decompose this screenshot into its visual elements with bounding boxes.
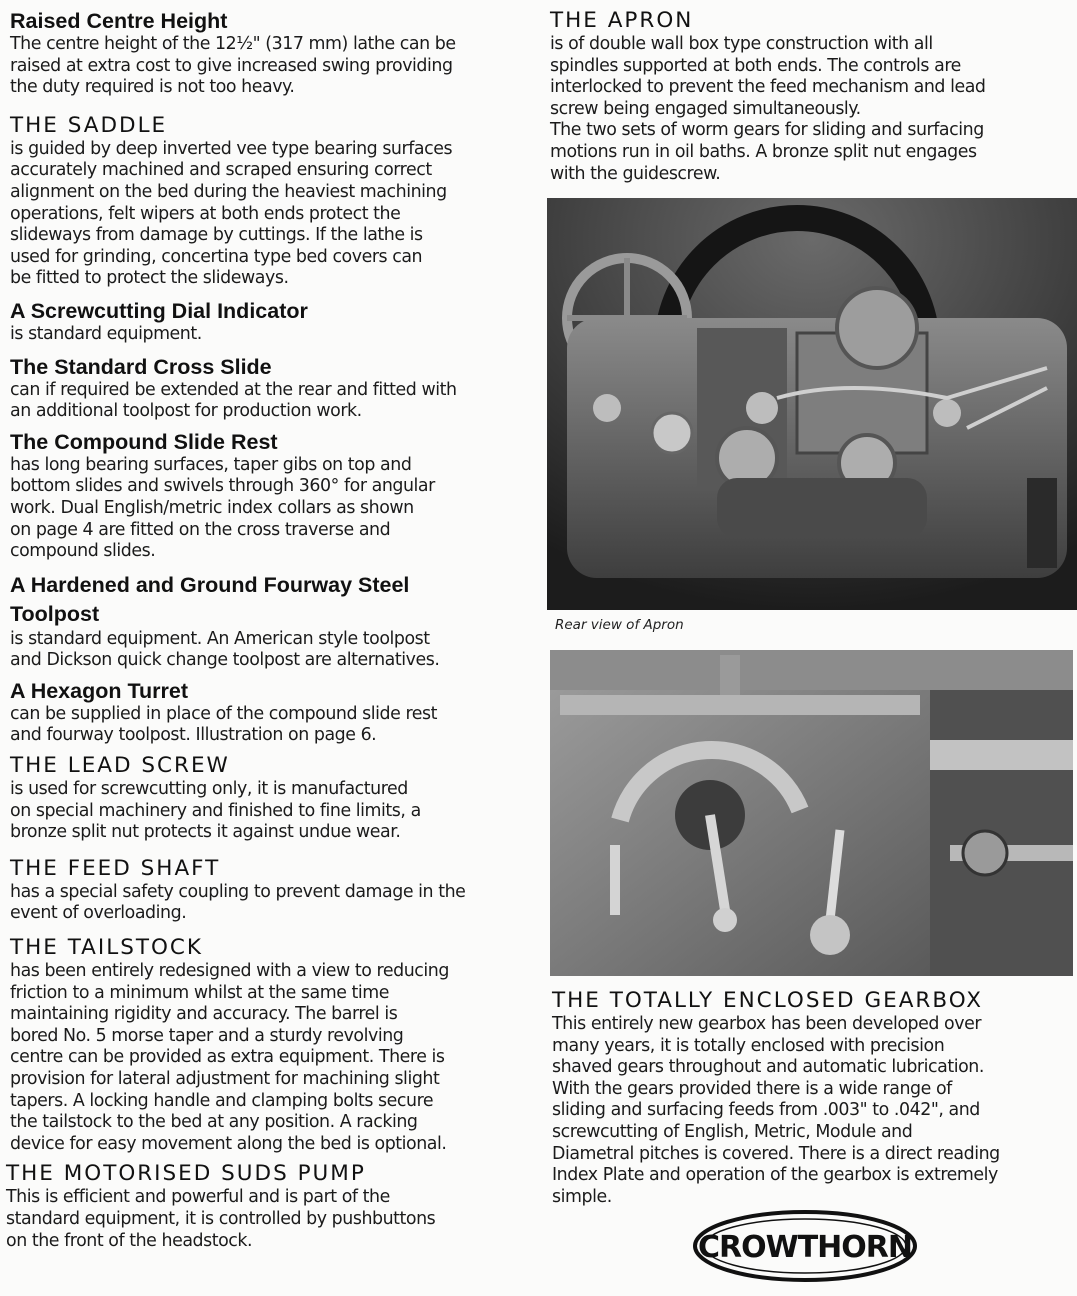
crowthorn-logo (690, 1208, 920, 1284)
section-body: has been entirely redesigned with a view to reducing friction to a minimum whilst at the same time maintaining rigidity and accuracy. The barrel is bored No. 5 morse taper and a sturdy revolving centre can be provided as extra equipment. There is provision for lateral adjustment for machining slight tapers. A locking handle and clamping bolts secure the tailstock to the bed at any position. A racking device for easy movement along the bed is optional. (10, 961, 449, 1154)
section-body: is standard equipment. An American style toolpost and Dickson quick change toolpost are alternatives. (10, 628, 440, 671)
apron-illustration (547, 198, 1077, 610)
section-body: has long bearing surfaces, taper gibs on top and bottom slides and swivels through 360° for angular work. Dual English/metric index collars as shown on page 4 are fitted on the cross traverse and compound slides. (10, 454, 435, 562)
section-heading: THE LEAD SCREW (10, 753, 230, 779)
apron-rear-photo (547, 198, 1077, 610)
section-heading: THE FEED SHAFT (10, 855, 221, 881)
section-heading: THE APRON (550, 8, 694, 33)
section-heading: THE SADDLE (10, 112, 168, 138)
logo-emblem (690, 1208, 920, 1284)
section-body: is used for screwcutting only, it is manufactured on special machinery and finished to fine limits, a bronze split nut protects it against undue wear. (10, 779, 421, 843)
section-body: is of double wall box type construction with all spindles supported at both ends. The controls are interlocked to prevent the feed mechanism and lead screw being engaged simultaneously. The two sets of worm gears for sliding and surfacing motions run in oil baths. A bronze split nut engages with the guidescrew. (550, 34, 986, 184)
section-body: is standard equipment. (10, 323, 202, 344)
section-standard-cross-slide (10, 354, 540, 423)
section-heading: A Screwcutting Dial Indicator (10, 298, 308, 323)
section-body: This is efficient and powerful and is part of the standard equipment, it is controlled by pushbuttons on the front of the headstock. (6, 1187, 436, 1251)
gearbox-section (552, 988, 1072, 1208)
gearbox-photo (550, 650, 1073, 976)
section-heading: A Hexagon Turret (10, 678, 188, 703)
section-heading: The Compound Slide Rest (10, 429, 278, 454)
section-body: has a special safety coupling to prevent damage in the event of overloading. (10, 881, 466, 924)
section-screwcutting-dial (10, 298, 540, 346)
section-fourway-toolpost (10, 571, 540, 672)
gearbox-illustration (550, 650, 1073, 976)
apron-section (550, 8, 1070, 185)
section-body: This entirely new gearbox has been developed over many years, it is totally enclosed with precision shaved gears throughout and automatic lubrication. With the gears provided there is a wide range of sliding and surfacing feeds from .003" to .042", and screwcutting of English, Metric, Module and Diametral pitches is covered. There is a direct reading Index Plate and operation of the gearbox is extremely simple. (552, 1014, 1000, 1207)
section-heading: A Hardened and Ground Fourway Steel Toolpost (10, 572, 410, 626)
section-body: can if required be extended at the rear and fitted with an additional toolpost for production work. (10, 379, 457, 422)
section-heading: THE TAILSTOCK (10, 935, 204, 961)
section-hexagon-turret (10, 678, 540, 747)
section-heading: THE TOTALLY ENCLOSED GEARBOX (552, 988, 983, 1013)
section-heading: THE MOTORISED SUDS PUMP (6, 1161, 366, 1187)
section-heading: Raised Centre Height (10, 9, 228, 33)
section-body: The centre height of the 12½" (317 mm) lathe can be raised at extra cost to give increased swing providing the duty required is not too heavy. (10, 34, 456, 98)
section-body: can be supplied in place of the compound slide rest and fourway toolpost. Illustration on page 6. (10, 703, 437, 746)
logo-text: CROWTHORN (698, 1230, 912, 1265)
section-compound-slide-rest (10, 429, 540, 563)
section-heading: The Standard Cross Slide (10, 354, 272, 379)
section-suds-pump (6, 1161, 540, 1252)
section-body: is guided by deep inverted vee type bearing surfaces accurately machined and scraped ensuring correct alignment on the bed during the heaviest machining operations, felt wipers at both ends protect the slideways from damage by cuttings. If the lathe is used for grinding, concertina type bed covers can be fitted to protect the slideways. (10, 138, 453, 289)
apron-photo-caption: Rear view of Apron (555, 617, 684, 633)
section-tailstock (10, 935, 540, 1155)
section-the-saddle (10, 113, 540, 290)
section-raised-centre-height (10, 8, 540, 99)
section-feed-shaft (10, 856, 540, 925)
left-column (6, 0, 540, 1252)
section-lead-screw (10, 753, 540, 844)
